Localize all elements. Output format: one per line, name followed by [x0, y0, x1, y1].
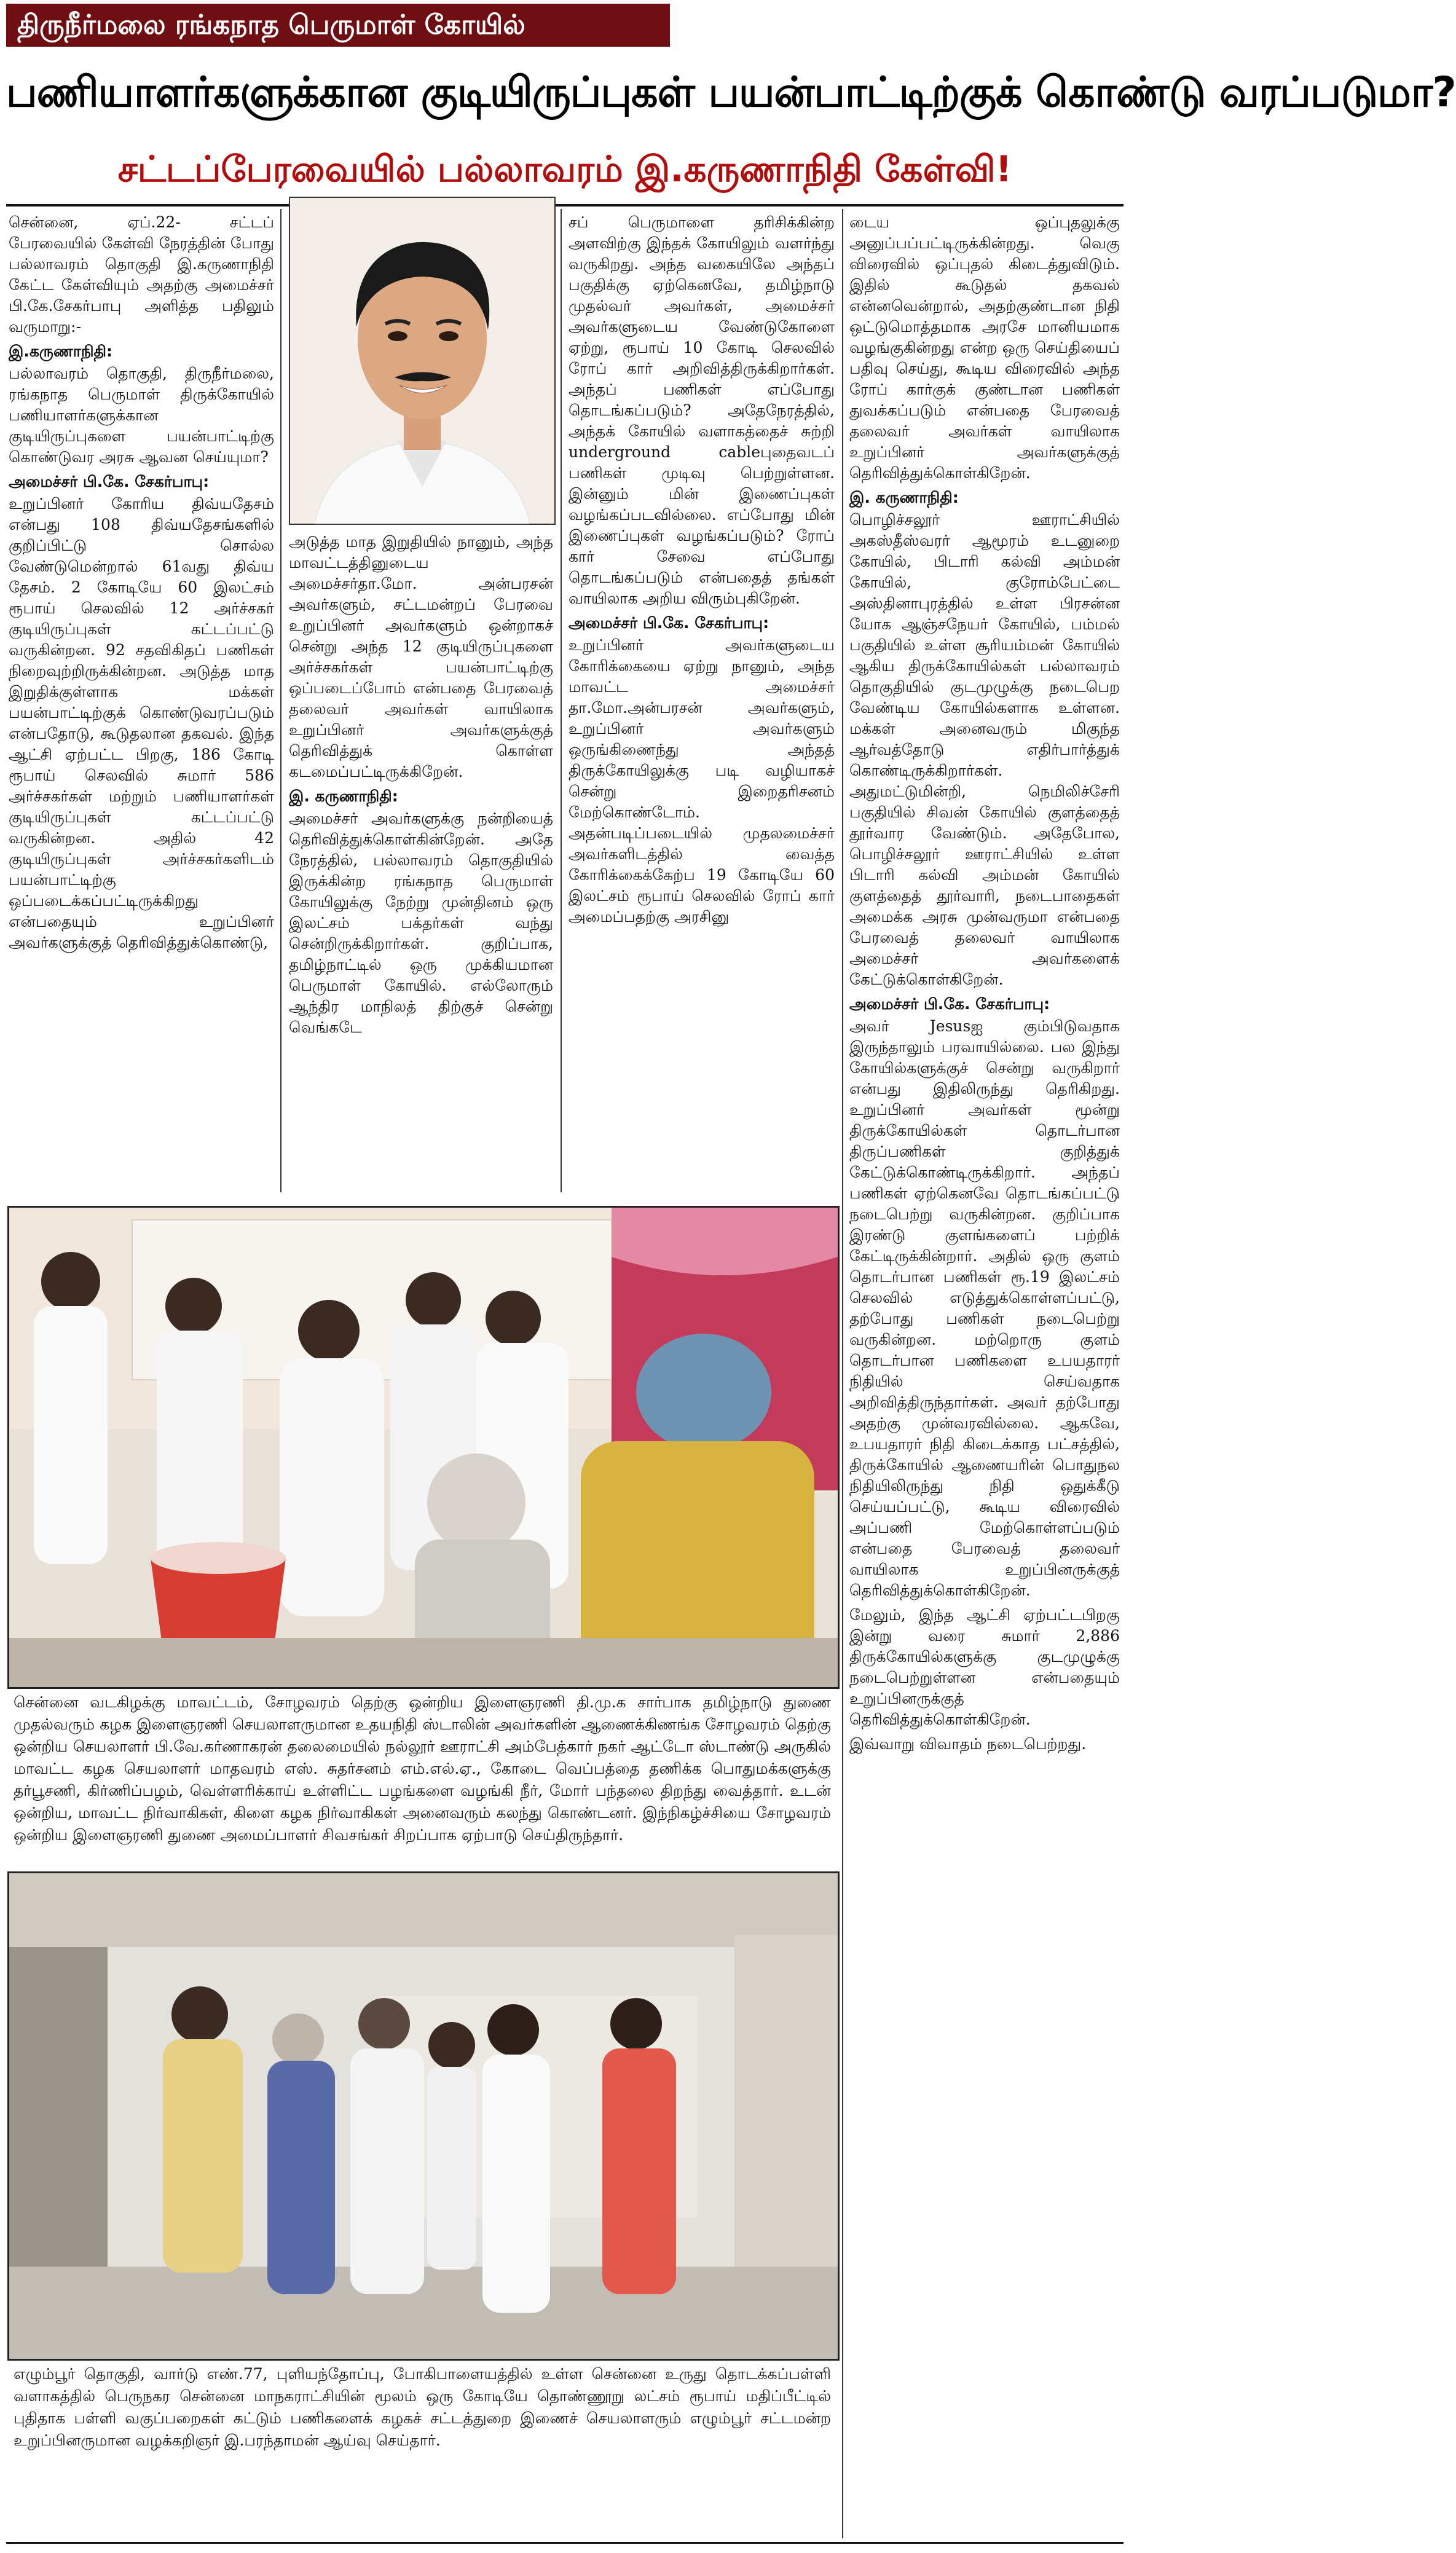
article-paragraph: சப் பெருமாளை தரிசிக்கின்ற அளவிற்கு இந்தக் கோயிலும் வளர்ந்து வருகிறது. அந்த வகையிலே அந்தப் பகுதிக்கு ஏற்கெனவே, தமிழ்நாடு முதல்வர் அவர்கள், அமைச்சர் அவர்களுடைய வேண்டுகோளை ஏற்று, ரூபாய் 10 கோடி செலவில் ரோப் கார் அறிவித்திருக்கிறார்கள். அந்தப் பணிகள் எப்போது தொடங்கப்படும்? அதேநேரத்தில், அந்தக் கோயில் வளாகத்தைச் சுற்றி underground cableபுதைவடப் பணிகள் முடிவு பெற்றுள்ளன. இன்னும் மின் இணைப்புகள் வழங்கப்படவில்லை. எப்போது மின் இணைப்புகள் வழங்கப்படும்? ரோப் கார் சேவை எப்போது தொடங்கப்படும் என்பதைத் தங்கள் வாயிலாக அறிய விரும்புகிறேன்.	[569, 213, 835, 607]
article-paragraph: அமைச்சர் அவர்களுக்கு நன்றியைத் தெரிவித்துக்கொள்கின்றேன். அதே நேரத்தில், பல்லாவரம் தொகுதியில் இருக்கின்ற ரங்கநாத பெருமாள் கோயிலுக்கு நேற்று முன்தினம் ஒரு இலட்சம் பக்தர்கள் வந்து சென்றிருக்கிறார்கள். குறிப்பாக, தமிழ்நாட்டில் ஒரு முக்கியமான பெருமாள் கோயில். எல்லோரும் ஆந்திர மாநிலத் திற்குச் சென்று வெங்கடே	[289, 809, 553, 1036]
portrait-photo	[289, 197, 556, 525]
article-paragraph: உறுப்பினர் கோரிய திவ்யதேசம் என்பது 108 திவ்யதேசங்களில் குறிப்பிட்டு சொல்ல வேண்டுமென்றால் 61வது திவ்ய தேசம். 2 கோடியே 60 இலட்சம் ரூபாய் செலவில் 12 அர்ச்சகர் குடியிருப்புகள் கட்டப்பட்டு வருகின்றன. 92 சதவிகிதப் பணிகள் நிறைவுற்றிருக்கின்றன. அடுத்த மாத இறுதிக்குள்ளாக மக்கள் பயன்பாட்டிற்குக் கொண்டுவரப்படும் என்பதோடு, கூடுதலான தகவல். இந்த ஆட்சி ஏற்பட்ட பிறகு, 186 கோடி ரூபாய் செலவில் சுமார் 586 அர்ச்சகர்கள் மற்றும் பணியாளர்கள் குடியிருப்புகள் கட்டப்பட்டு வருகின்றன. அதில் 42 குடியிருப்புகள் அர்ச்சகர்களிடம் பயன்பாட்டிற்கு ஒப்படைக்கப்பட்டிருக்கிறது என்பதையும் உறுப்பினர் அவர்களுக்குத் தெரிவித்துக்கொண்டு,	[9, 495, 274, 951]
footer-rule	[6, 2542, 1123, 2544]
article-column-3	[569, 212, 835, 1195]
article-paragraph: சென்னை, ஏப்.22- சட்டப் பேரவையில் கேள்வி நேரத்தின் போது பல்லாவரம் தொகுதி இ.கருணாநிதி கேட்ட கேள்வியும் அதற்கு அமைச்சர் பி.கே.சேகர்பாபு அளித்த பதிலும் வருமாறு:-	[9, 213, 274, 336]
article-column-1	[9, 212, 274, 1195]
column-separator	[842, 209, 843, 2538]
article-column-4	[849, 212, 1120, 2541]
article-paragraph: உறுப்பினர் அவர்களுடைய கோரிக்கையை ஏற்று நானும், அந்த மாவட்ட அமைச்சர் தா.மோ.அன்பரசன் அவர்களும், உறுப்பினர் அவர்களும் ஒருங்கிணைந்து அந்தத் திருக்கோயிலுக்கு படி வழியாகச் சென்று இறைதரிசனம் மேற்கொண்டோம். அதன்படிப்படையில் முதலமைச்சர் அவர்களிடத்தில் வைத்த கோரிக்கைக்கேற்ப 19 கோடியே 60 இலட்சம் ரூபாய் செலவில் ரோப் கார் அமைப்பதற்கு அரசினு	[569, 636, 835, 926]
event-photo-water-pandal-caption: சென்னை வடகிழக்கு மாவட்டம், சோழவரம் தெற்கு ஒன்றிய இளைஞரணி தி.மு.க சார்பாக தமிழ்நாடு துணை முதல்வரும் கழக இளைஞரணி செயலாளருமான உதயநிதி ஸ்டாலின் அவர்களின் ஆணைக்கிணங்க சோழவரம் தெற்கு ஒன்றிய செயலாளர் பி.வே.கர்ணாகரன் தலைமையில் நல்லூர் ஊராட்சி அம்பேத்கார் நகர் ஆட்டோ ஸ்டாண்டு அருகில் மாவட்ட கழக செயலாளர் மாதவரம் எஸ். சுதர்சனம் எம்.எல்.ஏ., கோடை வெப்பத்தை தணிக்க பொதுமக்களுக்கு தர்பூசணி, கிர்ணிப்பழம், வெள்ளரிக்காய் உள்ளிட்ட பழங்களை வழங்கி நீர், மோர் பந்தலை திறந்து வைத்தார். உடன் ஒன்றிய, மாவட்ட நிர்வாகிகள், கிளை கழக நிர்வாகிகள் அனைவரும் கலந்து கொண்டனர். இந்நிகழ்ச்சியை சோழவரம் ஒன்றிய இளைஞரணி துணை அமைப்பாளர் சிவசங்கர் சிறப்பாக ஏற்பாடு செய்திருந்தார்.	[14, 1693, 831, 1844]
inspection-photo-illustration	[9, 1873, 838, 2359]
speaker-label: இ. கருணாநிதி:	[289, 787, 398, 805]
article-paragraph: மேலும், இந்த ஆட்சி ஏற்பட்டபிறகு இன்று வரை சுமார் 2,886 திருக்கோயில்களுக்கு குடமுழுக்கு நடைபெற்றுள்ளன என்பதையும் உறுப்பினருக்குத் தெரிவித்துக்கொள்கிறேன்.	[849, 1606, 1120, 1728]
article-column-2	[289, 532, 553, 1195]
speaker-label: அமைச்சர் பி.கே. சேகர்பாபு:	[849, 995, 1050, 1013]
article-paragraph: அவர் Jesusஐ கும்பிடுவதாக இருந்தாலும் பரவாயில்லை. பல இந்து கோயில்களுக்குச் சென்று வருகிறார் என்பது இதிலிருந்து தெரிகிறது. உறுப்பினர் அவர்கள் மூன்று திருக்கோயில்கள் தொடர்பான திருப்பணிகள் குறித்துக் கேட்டுக்கொண்டிருக்கிறார். அந்தப் பணிகள் ஏற்கெனவே தொடங்கப்பட்டு நடைபெற்று வருகின்றன. குறிப்பாக இரண்டு குளங்களைப் பற்றிக் கேட்டிருக்கின்றார். அதில் ஒரு குளம் தொடர்பான பணிகள் ரூ.19 இலட்சம் செலவில் எடுத்துக்கொள்ளப்பட்டு, தற்போது பணிகள் நடைபெற்று வருகின்றன. மற்றொரு குளம் தொடர்பான பணிகளை உபயதாரர் நிதியில் செய்வதாக அறிவித்திருந்தார்கள். அவர் தற்போது அதற்கு முன்வரவில்லை. ஆகவே, உபயதாரர் நிதி கிடைக்காத பட்சத்தில், திருக்கோயில் ஆணையரின் பொதுநல நிதியிலிருந்து நிதி ஒதுக்கீடு செய்யப்பட்டு, கூடிய விரைவில் அப்பணி மேற்கொள்ளப்படும் என்பதை பேரவைத் தலைவர் வாயிலாக உறுப்பினருக்குத் தெரிவித்துக்கொள்கிறேன்.	[849, 1017, 1120, 1599]
header-rule	[6, 204, 1123, 207]
column-separator	[280, 209, 281, 1192]
event-photo-water-pandal	[7, 1206, 840, 1689]
inspection-photo-school	[7, 1871, 840, 2361]
inspection-photo-school-caption: எழும்பூர் தொகுதி, வார்டு எண்.77, புளியந்தோப்பு, போகிபாளையத்தில் உள்ள சென்னை உருது தொடக்கப்பள்ளி வளாகத்தில் பெருநகர சென்னை மாநகராட்சியின் மூலம் ஒரு கோடியே தொண்ணூறு லட்சம் ரூபாய் மதிப்பீட்டில் புதிதாக பள்ளி வகுப்பறைகள் கட்டும் பணிகளைக் கழகச் சட்டத்துறை இணைச் செயலாளரும் எழும்பூர் சட்டமன்ற உறுப்பினருமான வழக்கறிஞர் இ.பரந்தாமன் ஆய்வு செய்தார்.	[14, 2365, 831, 2449]
article-kicker: திருநீர்மலை ரங்கநாத பெருமாள் கோயில்	[6, 4, 670, 47]
article-paragraph: டைய ஒப்புதலுக்கு அனுப்பப்பட்டிருக்கின்றது. வெகு விரைவில் ஒப்புதல் கிடைத்துவிடும். இதில் கூடுதல் தகவல் என்னவென்றால், அதற்குண்டான நிதி ஒட்டுமொத்தமாக அரசே மானியமாக வழங்குகின்றது என்ற ஒரு செய்தியைப் பதிவு செய்து, கூடிய விரைவில் அந்த ரோப் கார்குக் குண்டான பணிகள் துவக்கப்படும் என்பதை பேரவைத் தலைவர் அவர்கள் வாயிலாக உறுப்பினர் அவர்களுக்குத் தெரிவித்துக்கொள்கிறேன்.	[849, 213, 1120, 482]
article-headline: பணியாளர்களுக்கான குடியிருப்புகள் பயன்பாட்டிற்குக் கொண்டு வரப்படுமா?	[6, 68, 1456, 117]
column-separator	[561, 209, 562, 1192]
speaker-label: இ.கருணாநிதி:	[9, 342, 113, 360]
speaker-label: அமைச்சர் பி.கே. சேகர்பாபு:	[569, 614, 769, 632]
article-paragraph: அடுத்த மாத இறுதியில் நானும், அந்த மாவட்டத்தினுடைய அமைச்சர்தா.மோ. அன்பரசன் அவர்களும், சட்டமன்றப் பேரவை உறுப்பினர் அவர்களும் ஒன்றாகச் சென்று அந்த 12 குடியிருப்புகளை அர்ச்சகர்கள் பயன்பாட்டிற்கு ஒப்படைப்போம் என்பதை பேரவைத் தலைவர் அவர்கள் வாயிலாக உறுப்பினர் அவர்களுக்குத் தெரிவித்துக் கொள்ள கடமைப்பட்டிருக்கிறேன்.	[289, 533, 553, 781]
speaker-label: இ. கருணாநிதி:	[849, 489, 959, 506]
article-paragraph: பொழிச்சலூர் ஊராட்சியில் அகஸ்தீஸ்வரர் ஆமூரம் உடனுறை கோயில், பிடாரி கல்வி அம்மன் கோயில், குரோம்பேட்டை அஸ்தினாபுரத்தில் உள்ள பிரசன்ன யோக ஆஞ்சநேயர் கோயில், பம்மல் பகுதியில் உள்ள சூரியம்மன் கோயில் ஆகிய திருக்கோயில்கள் பல்லாவரம் தொகுதியில் குடமுழுக்கு நடைபெற வேண்டிய கோயில்களாக உள்ளன. மக்கள் அனைவரும் மிகுந்த ஆர்வத்தோடு எதிர்பார்த்துக் கொண்டிருக்கிறார்கள். அதுமட்டுமின்றி, நெமிலிச்சேரி பகுதியில் சிவன் கோயில் குளத்தைத் தூர்வார வேண்டும். அதேபோல, பொழிச்சலூர் ஊராட்சியில் உள்ள பிடாரி கல்வி அம்மன் கோயில் குளத்தைத் தூர்வாரி, நடைபாதைகள் அமைக்க அரசு முன்வருமா என்பதை பேரவைத் தலைவர் வாயிலாக அமைச்சர் அவர்களைக் கேட்டுக்கொள்கிறேன்.	[849, 511, 1120, 988]
article-paragraph: பல்லாவரம் தொகுதி, திருநீர்மலை, ரங்கநாத பெருமாள் திருக்கோயில் பணியாளர்களுக்கான குடியிருப்புகளை பயன்பாட்டிற்கு கொண்டுவர அரசு ஆவன செய்யுமா?	[9, 364, 274, 466]
portrait-illustration	[290, 198, 554, 524]
event-photo-illustration	[9, 1208, 838, 1687]
article-paragraph: இவ்வாறு விவாதம் நடைபெற்றது.	[849, 1735, 1087, 1753]
article-subhead: சட்டப்பேரவையில் பல்லாவரம் இ.கருணாநிதி கேள்வி!	[117, 148, 1012, 190]
speaker-label: அமைச்சர் பி.கே. சேகர்பாபு:	[9, 473, 210, 490]
